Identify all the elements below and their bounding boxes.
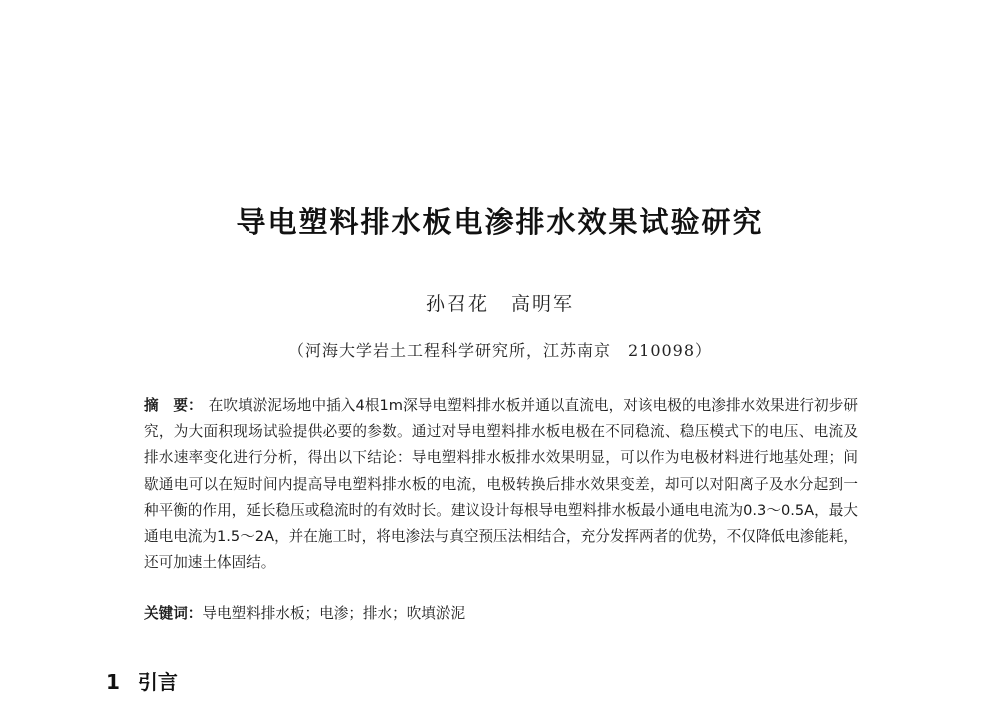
author-list	[0, 289, 1000, 316]
keywords-text: 导电塑料排水板；电渗；排水；吹填淤泥	[202, 605, 466, 622]
author-name: 高明军	[511, 293, 575, 315]
section-title: 引言	[137, 670, 178, 694]
section-number: 1	[106, 670, 120, 694]
author-affiliation: （河海大学岩土工程科学研究所，江苏南京 210098）	[287, 341, 713, 360]
keywords	[144, 601, 858, 627]
abstract	[144, 393, 858, 576]
abstract-label: 摘 要：	[144, 397, 203, 414]
abstract-text: 在吹填淤泥场地中插入4根1m深导电塑料排水板并通以直流电，对该电极的电渗排水效果进行初步研究，为大面积现场试验提供必要的参数。通过对导电塑料排水板电极在不同稳流、稳压模式下的电压、电流及排水速率变化进行分析，得出以下结论：导电塑料排水板排水效果明显，可以作为电极材料进行地基处理；间歇通电可以在短时间内提高导电塑料排水板的电流，电极转换后排水效果变差，却可以对阳离子及水分起到一种平衡的作用，延长稳压或稳流时的有效时长。建议设计每根导电塑料排水板最小通电电流为0.3～0.5A，最大通电电流为1.5～2A，并在施工时，将电渗法与真空预压法相结合，充分发挥两者的优势，不仅降低电渗能耗，还可加速土体固结。	[144, 397, 858, 572]
section-heading	[106, 666, 178, 695]
paper-title: 导电塑料排水板电渗排水效果试验研究	[236, 205, 764, 239]
keywords-label: 关键词：	[144, 605, 203, 622]
author-name: 孙召花	[425, 293, 489, 315]
